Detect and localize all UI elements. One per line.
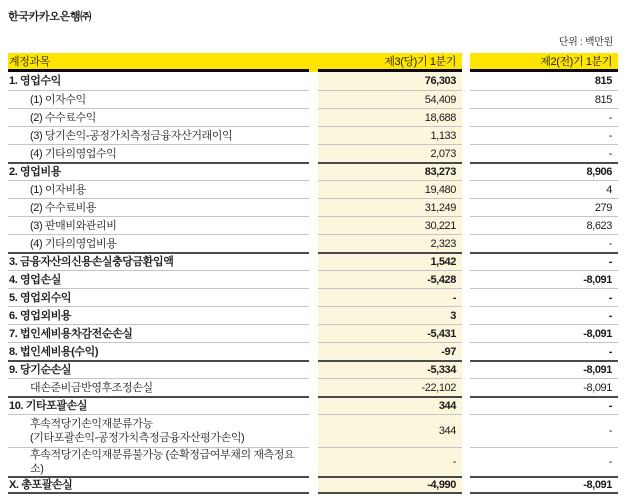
table-row <box>8 414 618 447</box>
column-spacer <box>309 270 318 288</box>
current-period-value: 76,303 <box>318 72 462 90</box>
column-spacer <box>462 342 470 360</box>
prior-period-value: - <box>470 396 618 414</box>
column-spacer <box>462 447 470 476</box>
column-spacer <box>309 198 318 216</box>
prior-period-value: - <box>470 447 618 476</box>
column-spacer <box>309 252 318 270</box>
current-period-value: 344 <box>318 396 462 414</box>
column-spacer <box>309 342 318 360</box>
column-header-prior-period: 제2(전)기 1분기 <box>470 53 618 72</box>
column-spacer <box>309 324 318 342</box>
prior-period-value: - <box>470 252 618 270</box>
table-row <box>8 180 618 198</box>
table-row <box>8 216 618 234</box>
current-period-value: 2,323 <box>318 234 462 252</box>
current-period-value: 1,133 <box>318 126 462 144</box>
column-spacer <box>309 90 318 108</box>
account-label: 9. 당기순손실 <box>8 360 309 378</box>
prior-period-value: 815 <box>594 75 612 87</box>
table-row <box>8 108 618 126</box>
account-label: 후속적당기손익재분류가능 (기타포괄손익-공정가치측정금융자산평가손익) <box>8 414 309 447</box>
account-label: (4) 기타의영업비용 <box>8 234 309 252</box>
prior-period-value: - <box>470 306 618 324</box>
column-spacer <box>309 108 318 126</box>
account-label: 후속적당기손익재분류불가능 (순확정급여부채의 재측정요소) <box>8 447 309 476</box>
column-spacer <box>309 144 318 162</box>
prior-period-value: - <box>470 108 618 126</box>
prior-period-value: -8,091 <box>470 270 618 288</box>
account-label: (3) 판매비와관리비 <box>8 216 309 234</box>
current-period-value: 19,480 <box>318 180 462 198</box>
account-label: 7. 법인세비용차감전순손실 <box>8 324 309 342</box>
table-row <box>8 126 618 144</box>
prior-period-value: - <box>470 126 618 144</box>
column-spacer <box>462 396 470 414</box>
column-spacer <box>462 216 470 234</box>
prior-period-value: -8,091 <box>470 476 618 494</box>
account-label: 대손준비금반영후조정손실 <box>8 378 309 396</box>
account-label: 8. 법인세비용(수익) <box>8 342 309 360</box>
table-header-row <box>8 53 618 72</box>
account-label: 3. 금융자산의신용손실충당금환입액 <box>8 252 309 270</box>
table-row <box>8 360 618 378</box>
prior-period-value: - <box>470 414 618 447</box>
column-spacer <box>462 252 470 270</box>
prior-period-value: - <box>470 288 618 306</box>
column-spacer <box>462 378 470 396</box>
column-spacer <box>462 72 470 90</box>
account-label: X. 총포괄손실 <box>8 476 309 494</box>
table-row <box>8 342 618 360</box>
column-spacer <box>462 234 470 252</box>
current-period-value: - <box>318 447 462 476</box>
column-spacer <box>462 108 470 126</box>
table-row <box>8 234 618 252</box>
current-period-value: -22,102 <box>318 378 462 396</box>
column-spacer <box>309 378 318 396</box>
current-period-value: 1,542 <box>318 252 462 270</box>
table-row <box>8 378 618 396</box>
account-label: (2) 수수료비용 <box>8 198 309 216</box>
header-spacer <box>462 53 470 72</box>
column-spacer <box>462 198 470 216</box>
column-spacer <box>462 324 470 342</box>
account-label: (1) 이자비용 <box>8 180 309 198</box>
table-row <box>8 324 618 342</box>
current-period-value: -97 <box>318 342 462 360</box>
column-spacer <box>309 180 318 198</box>
table-row <box>8 476 618 494</box>
current-period-value: -4,990 <box>318 476 462 494</box>
prior-period-value: -8,091 <box>470 360 618 378</box>
company-name: 한국카카오은행㈜ <box>8 11 91 23</box>
column-spacer <box>462 126 470 144</box>
table-row <box>8 162 618 180</box>
prior-period-value: -8,091 <box>470 324 618 342</box>
current-period-value: 31,249 <box>318 198 462 216</box>
account-label: (2) 수수료수익 <box>8 108 309 126</box>
account-label: 10. 기타포괄손실 <box>8 396 309 414</box>
column-spacer <box>309 414 318 447</box>
prior-period-value: 279 <box>470 198 618 216</box>
account-label: 1. 영업수익 <box>9 75 61 87</box>
column-spacer <box>309 126 318 144</box>
column-spacer <box>462 144 470 162</box>
prior-period-value: 4 <box>470 180 618 198</box>
column-spacer <box>309 476 318 494</box>
column-spacer <box>462 360 470 378</box>
column-spacer <box>462 270 470 288</box>
table-row <box>8 252 618 270</box>
prior-period-value: - <box>470 144 618 162</box>
table-body <box>8 72 618 494</box>
account-label: 6. 영업외비용 <box>8 306 309 324</box>
current-period-value: 54,409 <box>318 90 462 108</box>
column-spacer <box>462 414 470 447</box>
column-spacer <box>462 90 470 108</box>
unit-label: 단위 : 백만원 <box>558 37 613 48</box>
prior-period-value: 8,906 <box>470 162 618 180</box>
table-row <box>8 72 618 90</box>
column-spacer <box>309 234 318 252</box>
column-spacer <box>462 306 470 324</box>
column-spacer <box>462 180 470 198</box>
account-label: 4. 영업손실 <box>8 270 309 288</box>
column-spacer <box>309 447 318 476</box>
prior-period-value: 8,623 <box>470 216 618 234</box>
table-row <box>8 90 618 108</box>
column-header-current-period: 제3(당)기 1분기 <box>318 53 462 72</box>
current-period-value: 83,273 <box>318 162 462 180</box>
income-statement-table <box>8 53 618 494</box>
table-row <box>8 198 618 216</box>
current-period-value: 18,688 <box>318 108 462 126</box>
column-spacer <box>462 476 470 494</box>
account-label: (4) 기타의영업수익 <box>8 144 309 162</box>
current-period-value: 3 <box>318 306 462 324</box>
account-label: 2. 영업비용 <box>8 162 309 180</box>
current-period-value: -5,428 <box>318 270 462 288</box>
current-period-value: 30,221 <box>318 216 462 234</box>
account-label: (3) 당기손익-공정가치측정금융자산거래이익 <box>8 126 309 144</box>
current-period-value: -5,431 <box>318 324 462 342</box>
column-spacer <box>309 396 318 414</box>
column-spacer <box>309 360 318 378</box>
column-spacer <box>462 288 470 306</box>
column-spacer <box>309 72 318 90</box>
account-label: 5. 영업외수익 <box>8 288 309 306</box>
current-period-value: -5,334 <box>318 360 462 378</box>
column-spacer <box>309 306 318 324</box>
table-row <box>8 288 618 306</box>
table-row <box>8 270 618 288</box>
table-row <box>8 396 618 414</box>
prior-period-value: - <box>470 234 618 252</box>
prior-period-value: -8,091 <box>470 378 618 396</box>
table-row <box>8 447 618 476</box>
table-row <box>8 306 618 324</box>
current-period-value: - <box>318 288 462 306</box>
column-spacer <box>309 162 318 180</box>
current-period-value: 2,073 <box>318 144 462 162</box>
column-spacer <box>309 216 318 234</box>
column-spacer <box>462 162 470 180</box>
column-header-account: 계정과목 <box>8 53 309 72</box>
account-label: (1) 이자수익 <box>8 90 309 108</box>
prior-period-value: 815 <box>470 90 618 108</box>
table-row <box>8 144 618 162</box>
current-period-value: 344 <box>318 414 462 447</box>
column-spacer <box>309 288 318 306</box>
prior-period-value: - <box>470 342 618 360</box>
header-spacer <box>309 53 318 72</box>
